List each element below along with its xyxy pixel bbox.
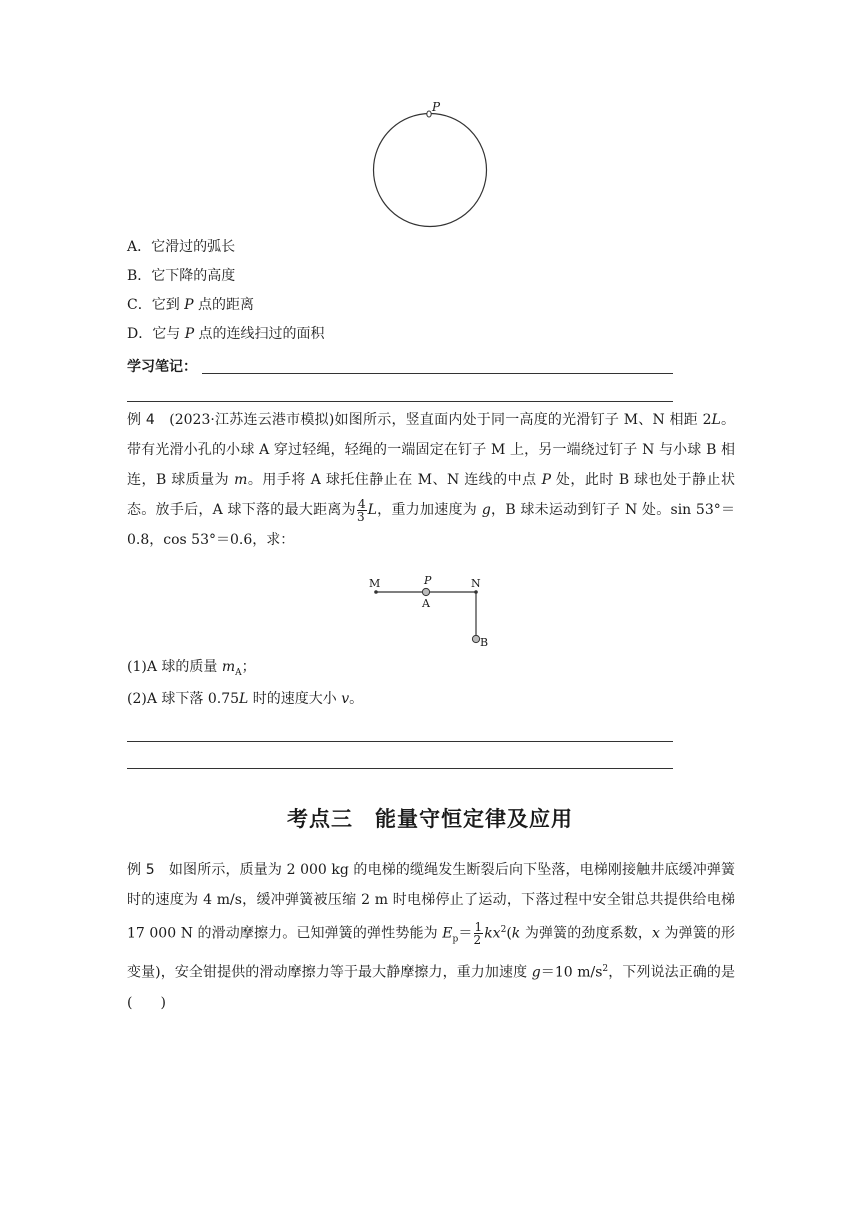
label-a: A <box>422 597 430 610</box>
answer-line-2[interactable] <box>127 768 673 769</box>
bead-p-marker <box>427 111 431 117</box>
section-title: 考点三 能量守恒定律及应用 <box>287 807 573 831</box>
circle-track <box>374 114 487 227</box>
fraction-1-2: $\frac{1}{2}$ <box>473 920 483 948</box>
circle-figure <box>360 98 500 230</box>
option-a[interactable] <box>127 237 235 257</box>
notes-line-1[interactable] <box>202 373 673 374</box>
fraction-4-3: $\frac{4}{3}$ <box>356 496 366 524</box>
nail-n <box>474 590 478 594</box>
option-letter: B． <box>127 268 152 284</box>
label-m: M <box>369 577 381 590</box>
pulley-figure <box>362 572 502 654</box>
example-4-text: 例 4 (2023·江苏连云港市模拟)如图所示，竖直面内处于同一高度的光滑钉子 M、N 相距 2L。带有光滑小孔的小球 A 穿过轻绳，轻绳的一端固定在钉子 M 上，另一端绕过钉子 N 与小球 B 相连，B 球质量为 m。用手将 A 球托住静止在 M、N 连线的中点 P 处，此时 B 球也处于静止状态。放手后，A 球下落的最大距离为 $\frac{4}{3}$ L，重力加速度为 g，B 球未运动到钉子 N 处。sin 53°＝0.8，cos 53°＝0.6，求： <box>127 412 736 548</box>
option-c[interactable]: C．它到 P 点的距离 <box>127 297 255 313</box>
label-n: N <box>471 577 481 590</box>
study-notes-label: 学习笔记： <box>127 359 197 375</box>
question-1: (1)A 球的质量 $m_A$； <box>127 659 256 678</box>
option-b[interactable] <box>127 266 235 286</box>
option-letter: C． <box>127 297 152 313</box>
label-p: P <box>424 574 432 587</box>
notes-line-2[interactable] <box>127 401 673 402</box>
option-text: 它下降的高度 <box>151 268 236 284</box>
example-5-label: 例 5 <box>127 862 155 878</box>
point-p-label: P <box>432 100 441 114</box>
option-d[interactable]: D．它与 P 点的连线扫过的面积 <box>127 326 325 342</box>
example-4-label: 例 4 <box>127 412 155 428</box>
nail-m <box>374 590 378 594</box>
label-b: B <box>480 636 489 649</box>
ball-a <box>422 588 429 595</box>
example-5-text: 例 5 如图所示，质量为 2 000 kg 的电梯的缆绳发生断裂后向下坠落，电梯刚接触井底缓冲弹簧时的速度为 4 m/s，缓冲弹簧被压缩 2 m 时电梯停止了运动，下落过程中安全钳总共提供给电梯 17 000 N 的滑动摩擦力。已知弹簧的弹性势能为 $E_p=$ $\frac{1}{2}$ $kx^2(k$ 为弹簧的劲度系数，x 为弹簧的形变量)，安全钳提供的滑动摩擦力等于最大静摩擦力，重力加速度 g＝10 $m/s^2$，下列说法正确的是( ) <box>127 862 736 1012</box>
ball-b <box>472 635 479 642</box>
option-letter: D． <box>127 326 153 342</box>
option-text: 它滑过的弧长 <box>151 239 236 255</box>
option-letter: A． <box>127 239 152 255</box>
question-2: (2)A 球下落 0.75L 时的速度大小 v。 <box>127 691 364 707</box>
answer-line-1[interactable] <box>127 741 673 742</box>
